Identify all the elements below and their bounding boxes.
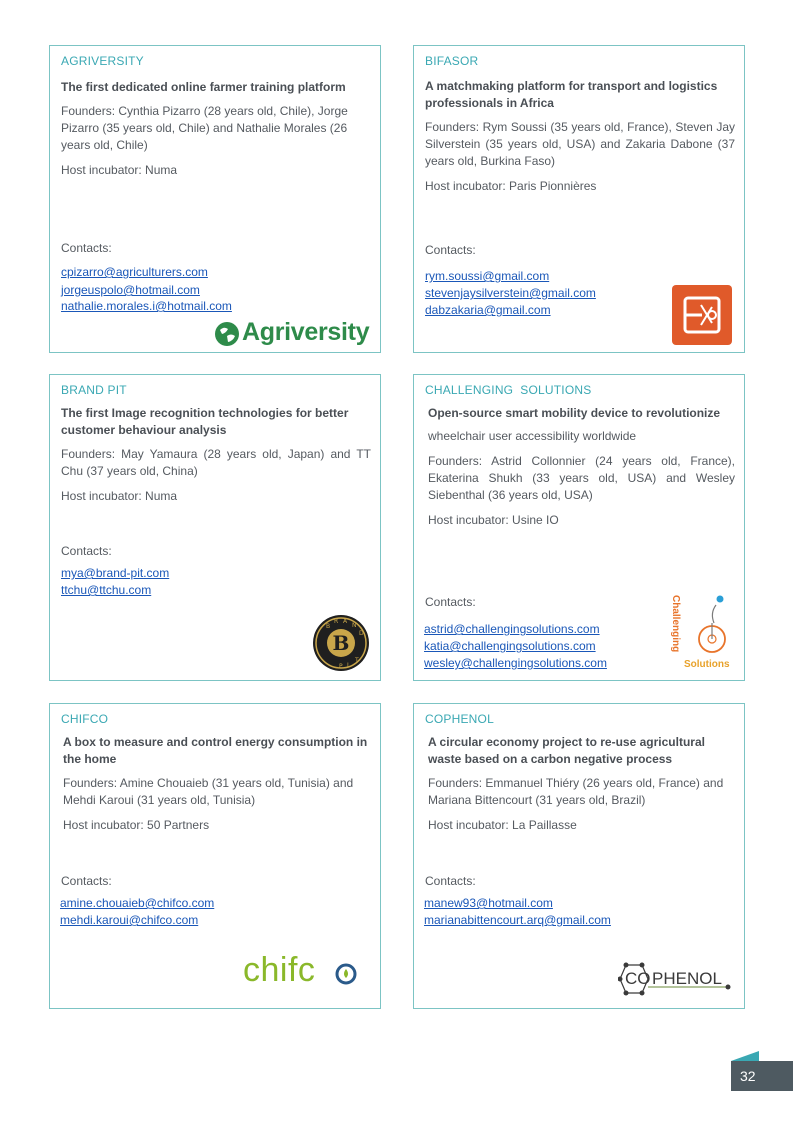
headline: The first dedicated online farmer training platform <box>61 80 346 94</box>
headline: A box to measure and control energy consumption in the home <box>63 735 368 766</box>
logo-word-solutions: Solutions <box>684 659 730 670</box>
svg-text:T: T <box>355 657 359 664</box>
card-bifasor <box>413 45 745 353</box>
challenging-solutions-logo <box>672 593 740 673</box>
svg-text:B: B <box>332 631 350 655</box>
company-name: AGRIVERSITY <box>61 54 144 68</box>
svg-text:R: R <box>334 618 339 625</box>
email-link[interactable]: marianabittencourt.arq@gmail.com <box>424 913 611 927</box>
founders: Founders: Astrid Collonnier (24 years old, France), Ekaterina Shukh (33 years old, USA) and Wesley Siebenthal (36 years old, USA) <box>428 454 735 502</box>
globe-icon <box>214 321 240 347</box>
brand-pit-logo <box>312 614 370 672</box>
svg-text:D: D <box>359 630 364 637</box>
email-link[interactable]: mehdi.karoui@chifco.com <box>60 913 199 927</box>
incubator: Host incubator: Numa <box>61 489 178 503</box>
cophenol-logo <box>618 959 734 999</box>
contact-list <box>424 895 611 929</box>
logo-wordmark: chifc <box>243 951 316 989</box>
company-name: CHIFCO <box>61 712 109 726</box>
founders: Founders: Amine Chouaieb (31 years old, Tunisia) and Mehdi Karoui (31 years old, Tunisia) <box>63 776 354 807</box>
founders: Founders: Rym Soussi (35 years old, France), Steven Jay Silverstein (35 years old, USA) and Zakaria Dabone (37 years old, Burkina Faso) <box>425 120 735 168</box>
founders: Founders: Cynthia Pizarro (28 years old, Chile), Jorge Pizarro (35 years old, Chile) and Nathalie Morales (26 years old, Chile) <box>61 104 348 152</box>
card-agriversity <box>49 45 381 353</box>
contacts-label: Contacts: <box>61 241 112 255</box>
headline: The first Image recognition technologies for better customer behaviour analysis <box>61 406 349 437</box>
svg-text:N: N <box>352 622 357 629</box>
incubator: Host incubator: Usine IO <box>428 513 559 527</box>
agriversity-logo <box>214 320 376 348</box>
logo-phenol: PHENOL <box>652 969 722 988</box>
incubator: Host incubator: 50 Partners <box>63 818 210 832</box>
incubator: Host incubator: Paris Pionnières <box>425 179 597 193</box>
email-link[interactable]: wesley@challengingsolutions.com <box>424 656 607 670</box>
contact-list <box>61 264 232 314</box>
email-link[interactable]: astrid@challengingsolutions.com <box>424 622 600 636</box>
logo-wordmark: Agriversity <box>242 318 370 346</box>
email-link[interactable]: ttchu@ttchu.com <box>61 583 152 597</box>
founders: Founders: May Yamaura (28 years old, Japan) and TT Chu (37 years old, China) <box>61 447 371 478</box>
brand-pit-seal-icon <box>312 614 370 672</box>
contact-list <box>425 268 596 319</box>
subline: wheelchair user accessibility worldwide <box>428 429 637 443</box>
card-challenging-solutions <box>413 374 745 681</box>
svg-text:I: I <box>347 662 349 669</box>
email-link[interactable]: cpizarro@agriculturers.com <box>61 265 208 279</box>
email-link[interactable]: dabzakaria@gmail.com <box>425 303 551 317</box>
company-name: BIFASOR <box>425 54 479 68</box>
contacts-label: Contacts: <box>425 243 476 257</box>
incubator: Host incubator: La Paillasse <box>428 818 577 832</box>
svg-text:A: A <box>343 618 348 625</box>
headline: Open-source smart mobility device to revolutionize <box>428 406 721 420</box>
chifco-logo <box>243 951 363 991</box>
email-link[interactable]: mya@brand-pit.com <box>61 566 170 580</box>
contacts-label: Contacts: <box>425 595 476 609</box>
email-link[interactable]: stevenjaysilverstein@gmail.com <box>425 286 596 300</box>
card-brand-pit <box>49 374 381 681</box>
page-number: 32 <box>731 1061 793 1091</box>
email-link[interactable]: amine.chouaieb@chifco.com <box>60 896 215 910</box>
founders: Founders: Emmanuel Thiéry (26 years old, France) and Mariana Bittencourt (31 years old, Brazil) <box>428 776 724 807</box>
bifasor-logo <box>672 285 732 345</box>
svg-text:B: B <box>326 623 331 630</box>
contacts-label: Contacts: <box>61 544 112 558</box>
headline: A matchmaking platform for transport and logistics professionals in Africa <box>425 79 718 110</box>
page-tab-corner <box>731 1051 759 1061</box>
headline: A circular economy project to re-use agricultural waste based on a carbon negative process <box>428 735 705 766</box>
contact-list <box>424 621 607 672</box>
card-chifco <box>49 703 381 1009</box>
email-link[interactable]: jorgeuspolo@hotmail.com <box>61 283 200 297</box>
company-name: COPHENOL <box>425 712 494 726</box>
svg-text:P: P <box>339 663 343 670</box>
logo-word-challenging: Challenging <box>670 595 681 653</box>
incubator: Host incubator: Numa <box>61 163 178 177</box>
contact-list <box>60 895 214 929</box>
logo-co: CO <box>625 969 651 988</box>
email-link[interactable]: nathalie.morales.i@hotmail.com <box>61 299 232 313</box>
drop-o-icon <box>335 963 357 985</box>
card-cophenol <box>413 703 745 1009</box>
company-name: CHALLENGING SOLUTIONS <box>425 383 592 397</box>
contact-list <box>61 565 169 599</box>
company-name: BRAND PIT <box>61 383 127 397</box>
contacts-label: Contacts: <box>425 874 476 888</box>
contacts-label: Contacts: <box>61 874 112 888</box>
email-link[interactable]: rym.soussi@gmail.com <box>425 269 550 283</box>
email-link[interactable]: manew93@hotmail.com <box>424 896 553 910</box>
email-link[interactable]: katia@challengingsolutions.com <box>424 639 596 653</box>
bifasor-mark-icon <box>672 285 732 345</box>
